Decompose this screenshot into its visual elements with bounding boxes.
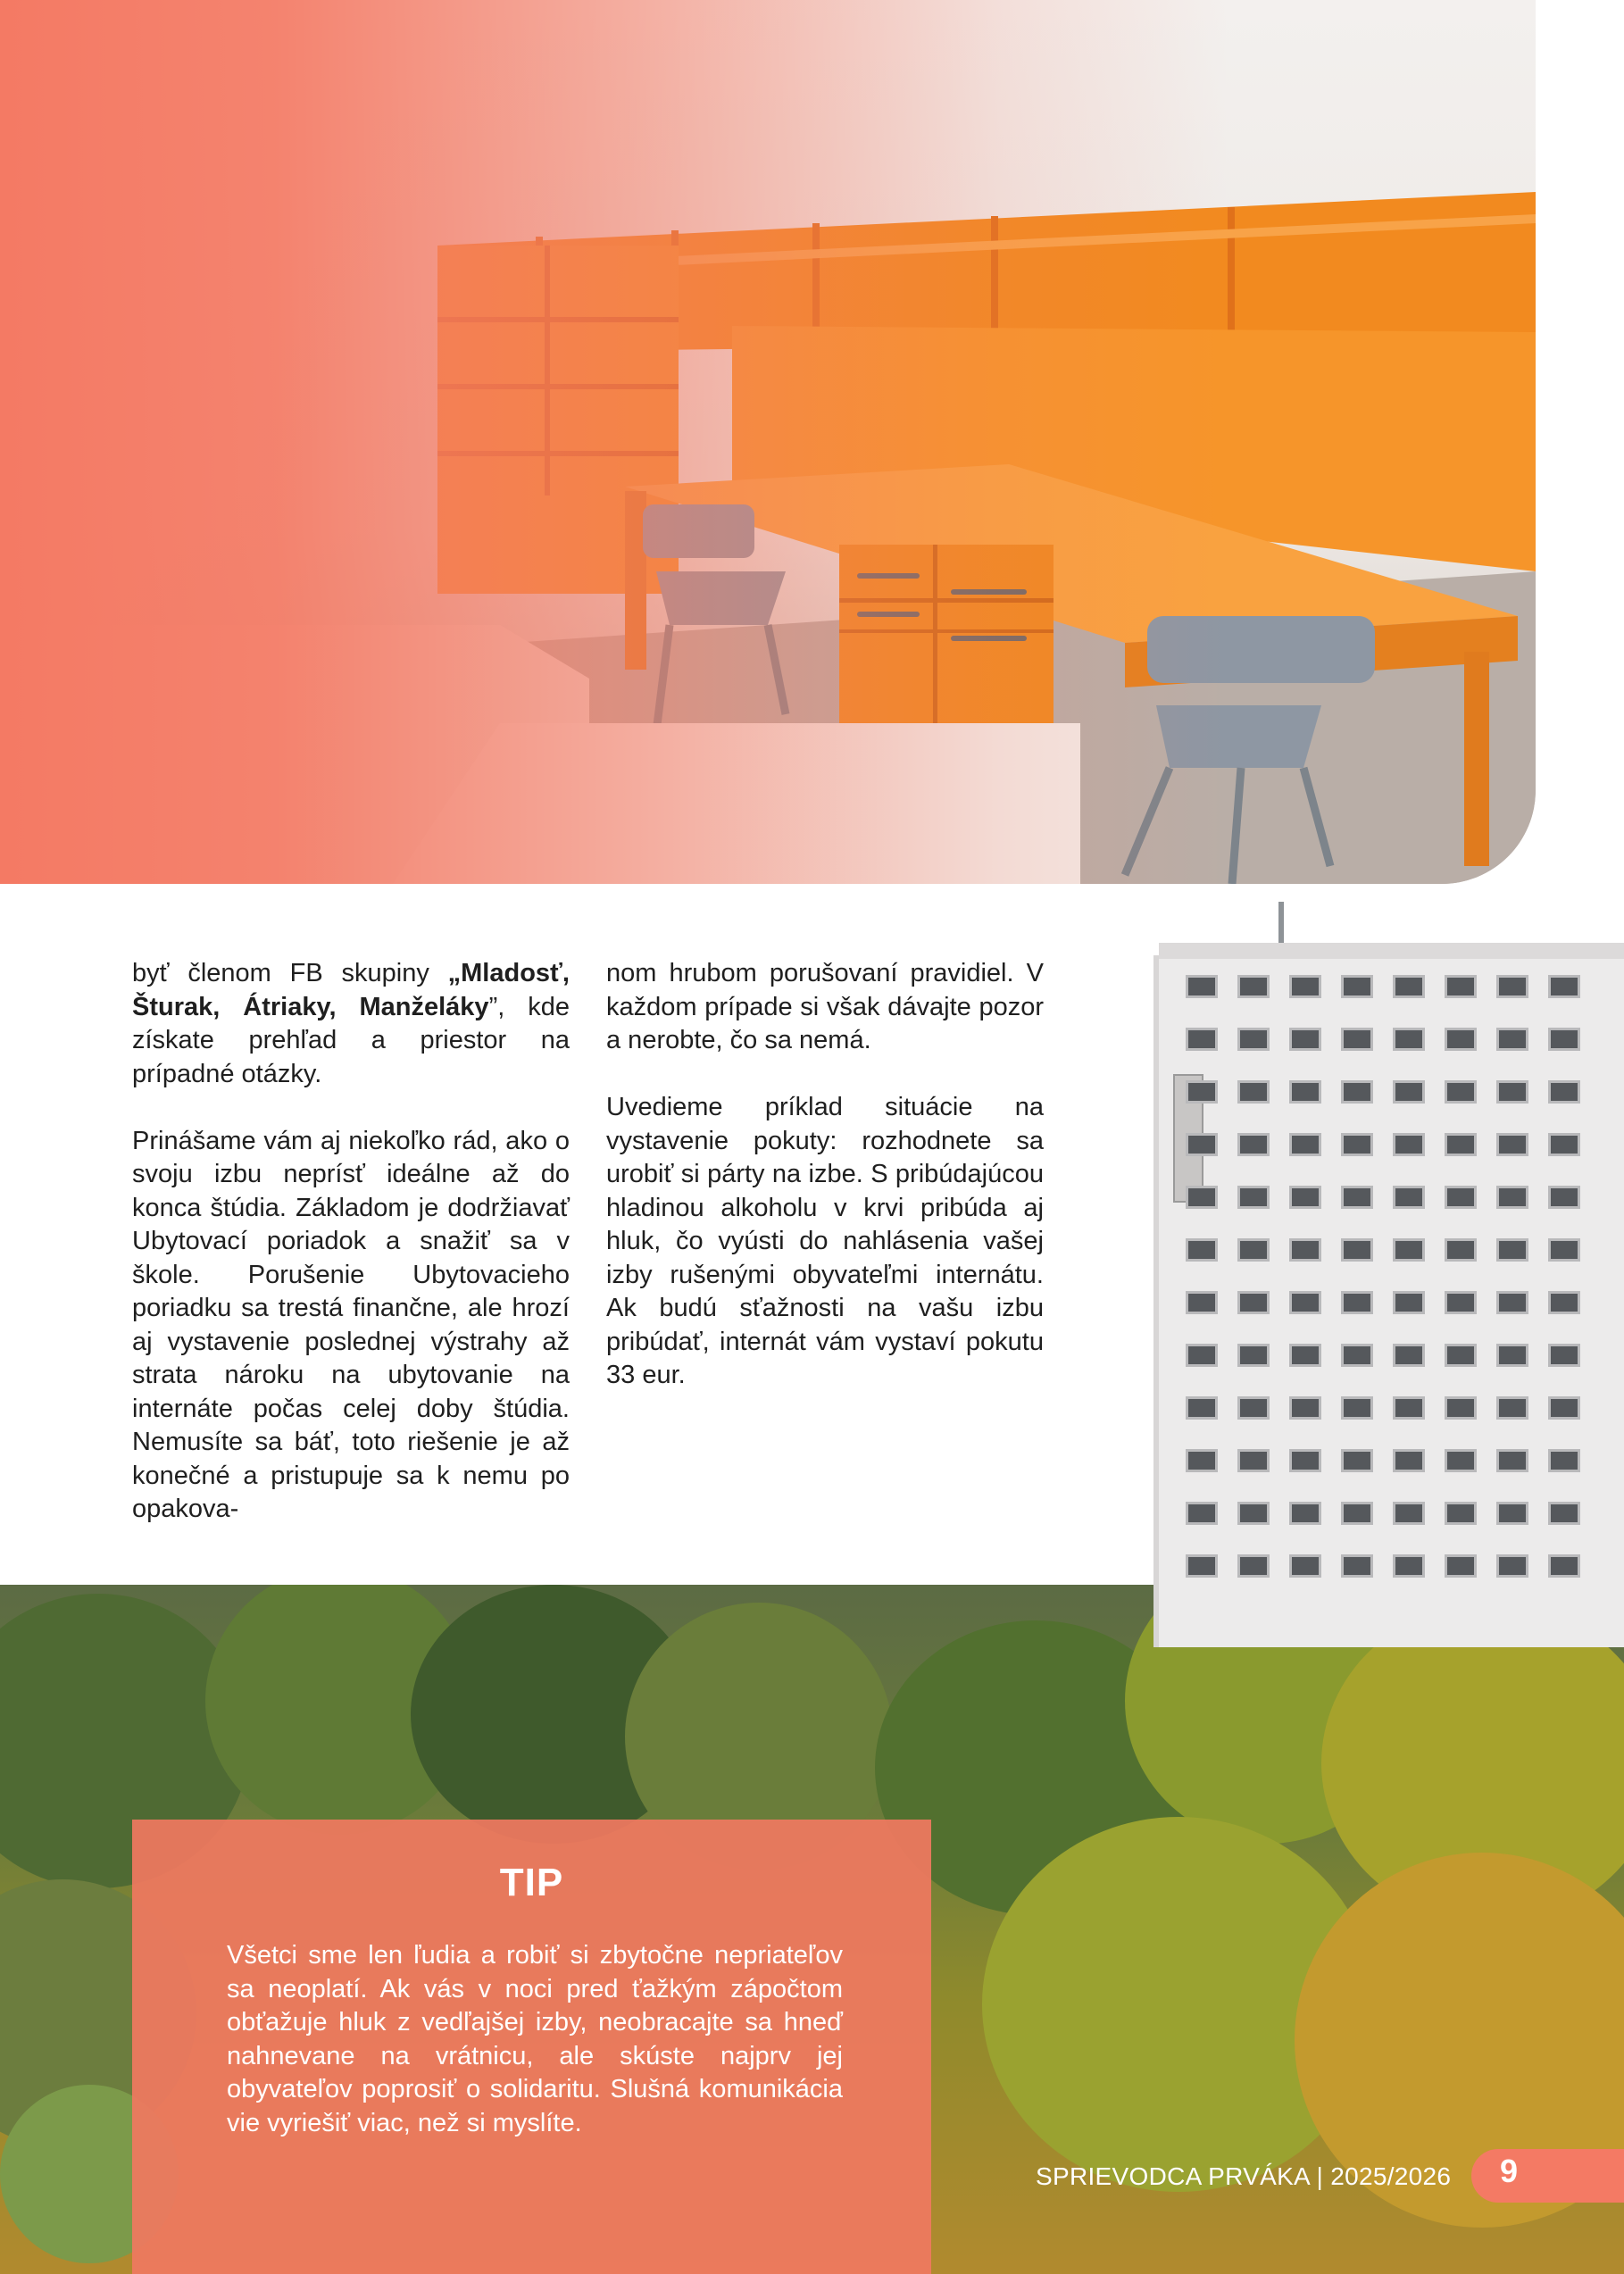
paragraph-violations: nom hrubom porušovaní pravidiel. V každom prípade si však dávajte pozor a nerobte, čo sa nemá. (606, 959, 1044, 1054)
dormitory-building (1153, 955, 1624, 1647)
text-column-right (606, 957, 1044, 1426)
room-photo (0, 0, 1536, 884)
page-number-pill (1471, 2149, 1624, 2203)
paragraph-advice: Prinášame vám aj niekoľko rád, ako o svoju izbu neprísť ideálne až do konca štúdia. Základom je dodržiavať Ubytovací poriadok a snažiť sa v škole. Porušenie Ubytovacieho poriadku sa trestá finančne, ale hrozí aj vystavenie poslednej výstrahy až strata nároku na ubytovanie na internáte počas celej doby štúdia. Nemusíte sa báť, toto riešenie je až konečné a pristupuje sa k nemu po opakova- (132, 1126, 570, 1523)
fb-group-outro: ”, kde získate prehľad a priestor na prípadné otázky. (132, 992, 570, 1088)
tip-box (132, 1820, 931, 2274)
paragraph-fine-example: Uvedieme príklad situácie na vystavenie pokuty: rozhodnete sa urobiť si párty na izbe. S pribúdajúcou hladinou alkoholu v krvi pribúda aj hluk, čo vyústi do nahlásenia vašej izby rušenými obyvateľmi internátu. Ak budú sťažnosti na vašu izbu pribúdať, internát vám vystaví pokutu 33 eur. (606, 1093, 1044, 1389)
fb-group-intro: byť členom FB skupiny (132, 959, 448, 987)
text-column-left (132, 957, 570, 1560)
footer-label: SPRIEVODCA PRVÁKA | 2025/2026 (1036, 2162, 1452, 2190)
page-number: 9 (1500, 2153, 1519, 2189)
fb-group-name: „Mladosť, Šturak, Átriaky, Manželáky (132, 959, 570, 1021)
tip-title: TIP (499, 1861, 564, 1904)
hero-gradient-overlay (0, 0, 1536, 884)
tip-text: Všetci sme len ľudia a robiť si zbytočne nepriateľov sa neoplatí. Ak vás v noci pred ťažkým zápočtom obťažuje hluk z vedľajšej izby, neobracajte sa hneď nahnevane na vrátnicu, ale skúste najprv jej obyvateľov poprosiť o solidaritu. Slušná komunikácia vie vyriešiť viac, než si myslíte. (227, 1941, 843, 2137)
paragraph-fb-group (132, 957, 570, 1091)
